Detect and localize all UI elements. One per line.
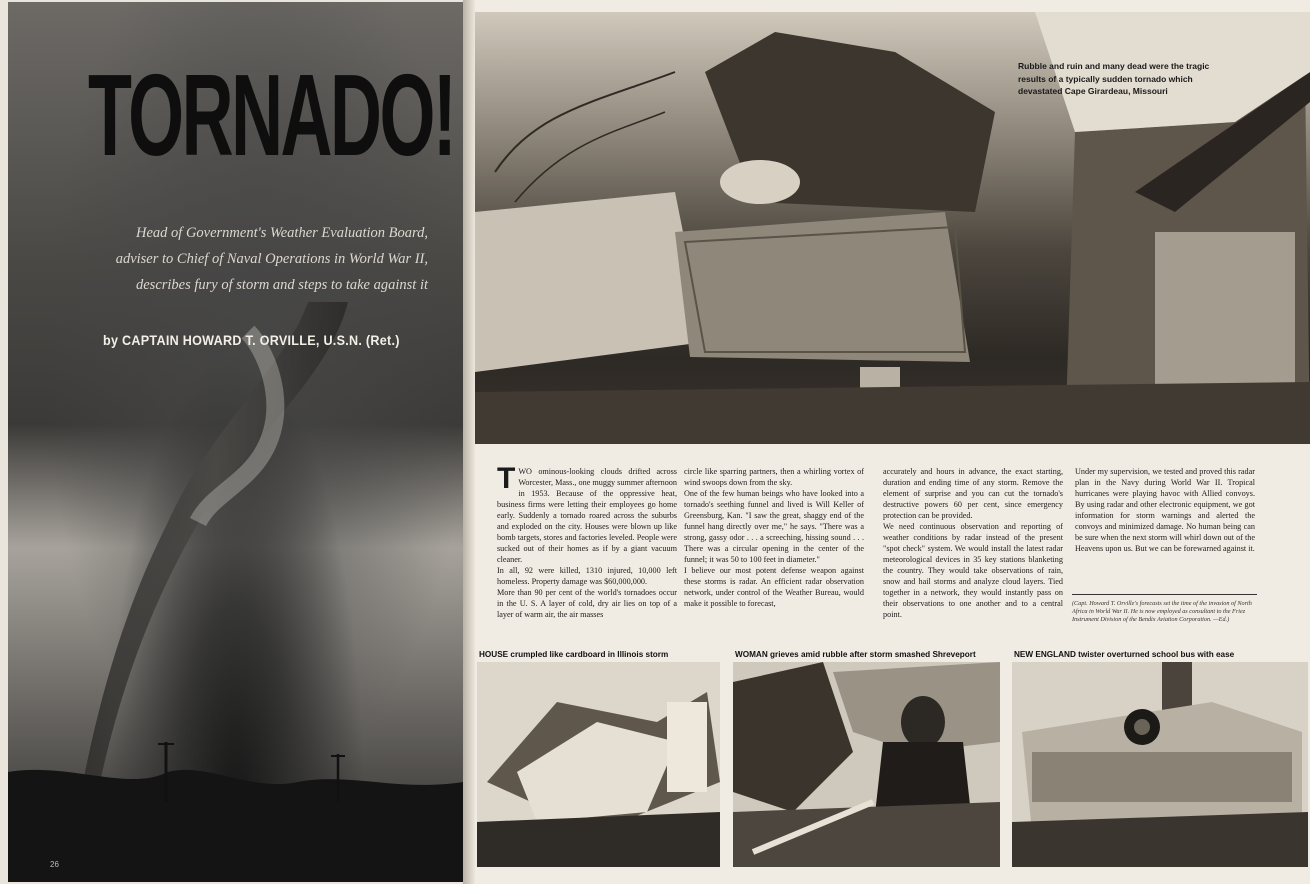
house-illustration — [477, 662, 720, 867]
photo-caption-house: HOUSE crumpled like cardboard in Illinois storm — [479, 650, 669, 659]
photo-woman — [733, 662, 1000, 867]
photo-caption-bus: NEW ENGLAND twister overturned school bus with ease — [1014, 650, 1235, 659]
author-byline: by CAPTAIN HOWARD T. ORVILLE, U.S.N. (Ret.) — [103, 332, 400, 348]
paragraph: We need continuous observation and reporting of weather conditions by radar instead of the present "spot check" system. We would install the latest radar meteorological devices in 35 key stations blanketing the country. They would take observations of rain, snow and hail storms and analyze cloud layers. Tied together in a network, they would instantly pass on their observations to one another and to a central point. — [883, 522, 1063, 619]
paragraph: In all, 92 were killed, 1310 injured, 10,000 left homeless. Property damage was $60,000,000. — [497, 566, 677, 586]
paragraph: Under my supervision, we tested and proved this radar plan in the Navy during World War II. Tropical hurricanes were playing havoc with Allied convoys. By using radar and other electronic equipment, we got information for storm warnings and alerted the convoys and minimized damage. No human being can be sure when the next storm will whirl down out of the Heavens upon us. But we can be forewarned against it. — [1075, 467, 1255, 553]
article-column-4 — [1075, 466, 1255, 554]
subtitle-line: Head of Government's Weather Evaluation Board, — [136, 225, 428, 241]
paragraph: One of the few human beings who have looked into a tornado's seething funnel and lived is Will Keller of Greensburg, Kan. "I saw the great, shaggy end of the funnel hang directly over me," he says. "There was a strong, gassy odor . . . a screeching, hissing sound . . . There was a circular opening in the center of the funnel; it was 50 to 100 feet in diameter." — [684, 489, 864, 564]
article-column-3 — [883, 466, 1063, 620]
photo-house — [477, 662, 720, 867]
editor-footnote: (Capt. Howard T. Orville's forecasts set the time of the invasion of North Africa in World War II. He is now employed as consultant to the Friez Instrument Division of the Bendix Aviation Corporation. —Ed.) — [1072, 594, 1257, 624]
drop-cap: T — [497, 462, 516, 495]
paragraph: I believe our most potent defense weapon against these storms is radar. An efficient radar observation network, under control of the Weather Bureau, would make it possible to forecast, — [684, 566, 864, 608]
paragraph-text: WO ominous-looking clouds drifted across Worcester, Mass., one muggy summer afternoon in 1953. Because of the oppressive heat, business firms were letting their employees go home early. Suddenly a tornado roared across the suburbs and exploded on the city. Houses were blown up like bomb targets, stores and factories leveled. People were sucked out of their homes as if by a giant vacuum cleaner. — [497, 467, 677, 564]
woman-rubble-illustration — [733, 662, 1000, 867]
overturned-bus-illustration — [1012, 662, 1308, 867]
photo-school-bus — [1012, 662, 1308, 867]
subtitle-line: adviser to Chief of Naval Operations in World War II, — [115, 251, 428, 267]
page-number: 26 — [50, 860, 59, 869]
paragraph: accurately and hours in advance, the exact starting, duration and ending time of any storm. Remove the element of surprise and you can cut the tornado's destructive powers 60 per cent, since emergency protection can be provided. — [883, 467, 1063, 520]
article-title: TORNADO! — [88, 50, 455, 180]
subtitle-line: describes fury of storm and steps to take against it — [136, 277, 428, 293]
article-subtitle — [68, 220, 428, 298]
photo-caption-woman: WOMAN grieves amid rubble after storm smashed Shreveport — [735, 650, 976, 659]
hero-caption: Rubble and ruin and many dead were the tragic results of a typically sudden tornado which devastated Cape Girardeau, Missouri — [1018, 61, 1210, 96]
article-column-2 — [684, 466, 864, 609]
paragraph: More than 90 per cent of the world's tornadoes occur in the U. S. A layer of cold, dry air lies on top of a layer of warm air, the air masses — [497, 588, 677, 619]
paragraph — [497, 462, 677, 565]
article-column-1 — [497, 462, 677, 620]
left-page-tornado-photo — [8, 2, 463, 882]
paragraph: circle like sparring partners, then a whirling vortex of wind swoops down from the sky. — [684, 467, 864, 487]
